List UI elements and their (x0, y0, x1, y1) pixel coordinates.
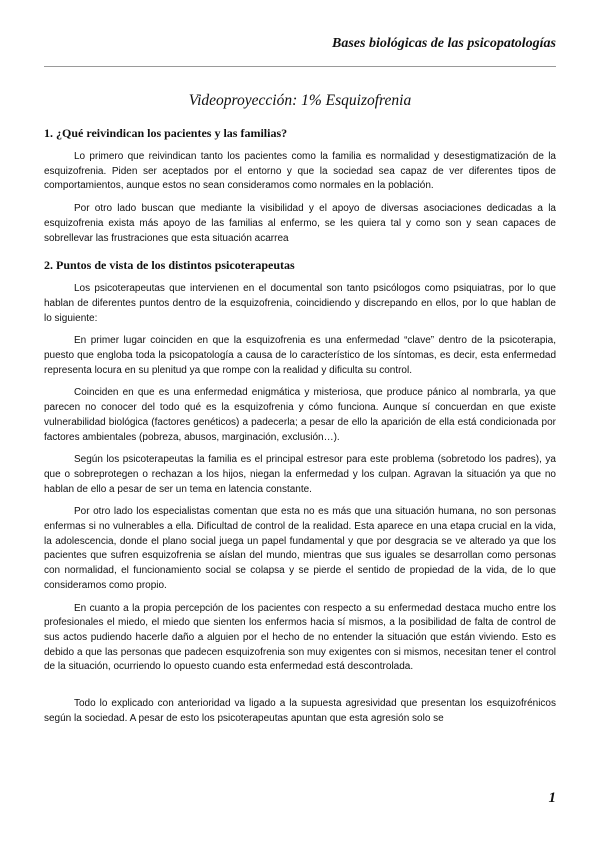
section-2-paragraph: Por otro lado los especialistas comentan que esta no es más que una situación humana, no son personas enfermas si no vulnerables a ella. Dificultad de control de la realidad. Esta aparece en una etapa crucial en la vida, la adolescencia, donde el plano social juega un papel fundamental y que por desgracia se ve alterado ya que los pacientes que sufren esquizofrenia se aíslan del mundo, mientras que sus iguales se desarrollan como personas con normalidad, el funcionamiento social se colapsa y se pierde el sentido de propiedad de la vida, de lo que consideramos como propio. (44, 506, 556, 591)
running-header: Bases biológicas de las psicopatologías (332, 36, 556, 51)
section-1-paragraph: Lo primero que reivindican tanto los pacientes como la familia es normalidad y desestigmatización de la esquizofrenia. Piden ser aceptados por el entorno y que la sociedad sea capaz de ver diferentes tipos de comportamientos, aunque estos no sean consideramos como normales en la población. (44, 151, 556, 192)
header-divider (44, 66, 556, 67)
section-2-paragraph: Los psicoterapeutas que intervienen en el documental son tanto psicólogos como psiquiatras, por lo que hablan de diferentes puntos dentro de la esquizofrenia, coincidiendo y discrepando en ellos, por lo que hablan de lo siguiente: (44, 283, 556, 324)
section-1-paragraph: Por otro lado buscan que mediante la visibilidad y el apoyo de diversas asociaciones dedicadas a la esquizofrenia exista más apoyo de las familias al enfermo, se les quiera tal y como son y sean capaces de sobrellevar las frustraciones que esta situación acarrea (44, 203, 556, 244)
section-2-paragraph: Según los psicoterapeutas la familia es el principal estresor para este problema (sobretodo los padres), ya que o sobreprotegen o rechazan a los hijos, niegan la enfermedad y los culpan. Agravan la situación ya que no hablan de ello a pesar de ser un tema en latencia constante. (44, 454, 556, 495)
page-number: 1 (548, 790, 556, 806)
section-2-heading: 2. Puntos de vista de los distintos psicoterapeutas (44, 258, 295, 273)
section-2-paragraph: En primer lugar coinciden en que la esquizofrenia es una enfermedad “clave” dentro de la psicoterapia, puesto que engloba toda la psicopatología a causa de lo característico de los síntomas, es decir, esta enfermedad representa locura en su plenitud ya que rompe con la realidad y dificulta su control. (44, 335, 556, 376)
section-2-paragraph: Coinciden en que es una enfermedad enigmática y misteriosa, que produce pánico al nombrarla, ya que parecen no conocer del todo qué es la esquizofrenia y cómo funciona. Aunque sí concuerdan en que existe vulnerabilidad biológica (factores genéticos) a padecerla; a pesar de ello la aparición de ella está condicionada por factores ambientales (pobreza, abusos, marginación, exclusión…). (44, 387, 556, 443)
section-2-paragraph: Todo lo explicado con anterioridad va ligado a la supuesta agresividad que presentan los esquizofrénicos según la sociedad. A pesar de esto los psicoterapeutas apuntan que esta agresión solo se (44, 698, 556, 724)
document-title: Videoproyección: 1% Esquizofrenia (188, 92, 412, 109)
paragraph-spacer (44, 683, 556, 697)
document-body (44, 126, 556, 735)
section-2-paragraph: En cuanto a la propia percepción de los pacientes con respecto a su enfermedad destaca mucho entre los profesionales el miedo, el miedo que sienten los enfermos hacia sí mismos, a la posibilidad de falta de control de sus actos pudiendo hacerle daño a alguien por el hecho de no entender la situación que están viviendo. Esto es debido a que las personas que padecen esquizofrenia son muy exigentes con si mismos, necesitan tener el control de la situación, ocurriendo lo opuesto cuando esta enfermedad está descontrolada. (44, 602, 556, 673)
section-1-heading: 1. ¿Qué reivindican los pacientes y las familias? (44, 126, 288, 140)
